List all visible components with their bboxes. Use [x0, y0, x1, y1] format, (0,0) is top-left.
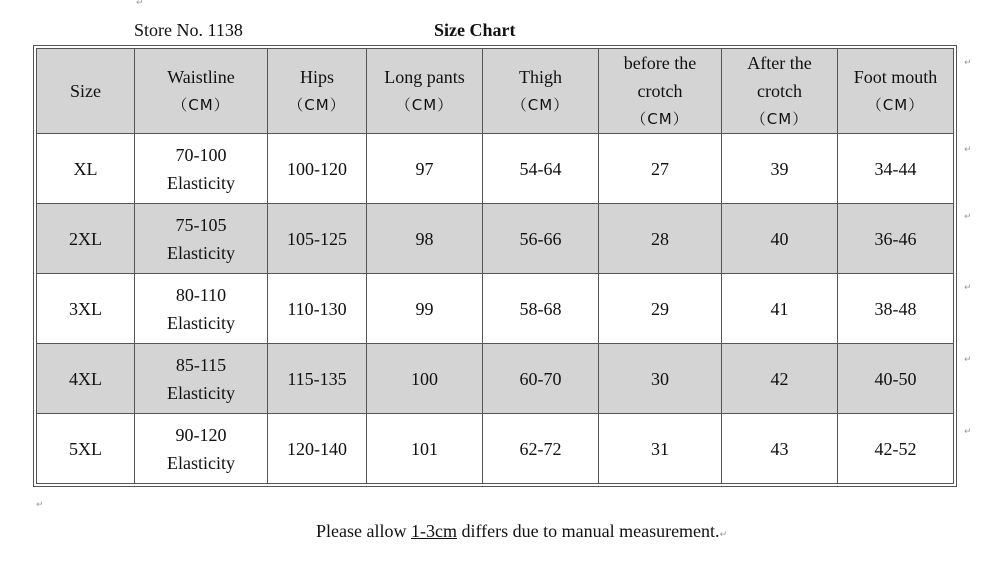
cell-size: XL: [37, 134, 135, 204]
table-row: [37, 204, 954, 274]
cell-foot-mouth: 40-50: [838, 344, 954, 414]
paragraph-mark: ↵: [964, 212, 972, 222]
paragraph-mark: ↵: [964, 427, 972, 437]
table-row: [37, 274, 954, 344]
cell-size: 3XL: [37, 274, 135, 344]
cell-hips: 100-120: [268, 134, 367, 204]
table-row: [37, 414, 954, 484]
cell-waistline: 75-105 Elasticity: [135, 204, 268, 274]
cell-waistline: 85-115 Elasticity: [135, 344, 268, 414]
cell-before-crotch: 28: [599, 204, 722, 274]
cell-foot-mouth: 42-52: [838, 414, 954, 484]
cell-hips: 120-140: [268, 414, 367, 484]
table-row: [37, 344, 954, 414]
cell-thigh: 54-64: [483, 134, 599, 204]
size-chart-frame: [33, 45, 957, 487]
cell-foot-mouth: 34-44: [838, 134, 954, 204]
header-row: [37, 49, 954, 134]
cell-thigh: 56-66: [483, 204, 599, 274]
paragraph-mark: ↵: [136, 0, 144, 8]
paragraph-mark: ↵: [964, 355, 972, 365]
cell-before-crotch: 30: [599, 344, 722, 414]
header-cell-after-crotch: After the crotch （CM）: [722, 49, 838, 134]
cell-hips: 110-130: [268, 274, 367, 344]
cell-long-pants: 98: [367, 204, 483, 274]
cell-after-crotch: 42: [722, 344, 838, 414]
cell-hips: 105-125: [268, 204, 367, 274]
cell-waistline: 70-100 Elasticity: [135, 134, 268, 204]
chart-title: Size Chart: [434, 20, 516, 40]
measurement-note: Please allow 1-3cm differs due to manual measurement.↵: [316, 521, 728, 541]
cell-after-crotch: 40: [722, 204, 838, 274]
cell-waistline: 80-110 Elasticity: [135, 274, 268, 344]
header-cell-size: Size: [37, 49, 135, 134]
cell-before-crotch: 31: [599, 414, 722, 484]
underlined-tolerance: 1-3cm: [410, 521, 457, 541]
cell-size: 4XL: [37, 344, 135, 414]
header-cell-before-crotch: before the crotch （CM）: [599, 49, 722, 134]
header-cell-foot-mouth: Foot mouth （CM）: [838, 49, 954, 134]
cell-hips: 115-135: [268, 344, 367, 414]
cell-thigh: 58-68: [483, 274, 599, 344]
cell-long-pants: 99: [367, 274, 483, 344]
header-cell-waistline: Waistline （CM）: [135, 49, 268, 134]
paragraph-mark: ↵: [36, 500, 44, 510]
cell-thigh: 60-70: [483, 344, 599, 414]
cell-long-pants: 101: [367, 414, 483, 484]
paragraph-mark: ↵: [964, 58, 972, 68]
table-row: [37, 134, 954, 204]
size-chart-table: [36, 48, 954, 484]
header-cell-hips: Hips （CM）: [268, 49, 367, 134]
header-cell-thigh: Thigh （CM）: [483, 49, 599, 134]
cell-thigh: 62-72: [483, 414, 599, 484]
cell-waistline: 90-120 Elasticity: [135, 414, 268, 484]
header-cell-long-pants: Long pants （CM）: [367, 49, 483, 134]
cell-before-crotch: 27: [599, 134, 722, 204]
cell-foot-mouth: 36-46: [838, 204, 954, 274]
cell-after-crotch: 41: [722, 274, 838, 344]
paragraph-mark: ↵: [964, 145, 972, 155]
paragraph-mark: ↵: [964, 283, 972, 293]
cell-size: 5XL: [37, 414, 135, 484]
cell-before-crotch: 29: [599, 274, 722, 344]
store-number: Store No. 1138: [134, 20, 243, 40]
cell-long-pants: 100: [367, 344, 483, 414]
cell-long-pants: 97: [367, 134, 483, 204]
cell-after-crotch: 39: [722, 134, 838, 204]
cell-after-crotch: 43: [722, 414, 838, 484]
cell-foot-mouth: 38-48: [838, 274, 954, 344]
cell-size: 2XL: [37, 204, 135, 274]
